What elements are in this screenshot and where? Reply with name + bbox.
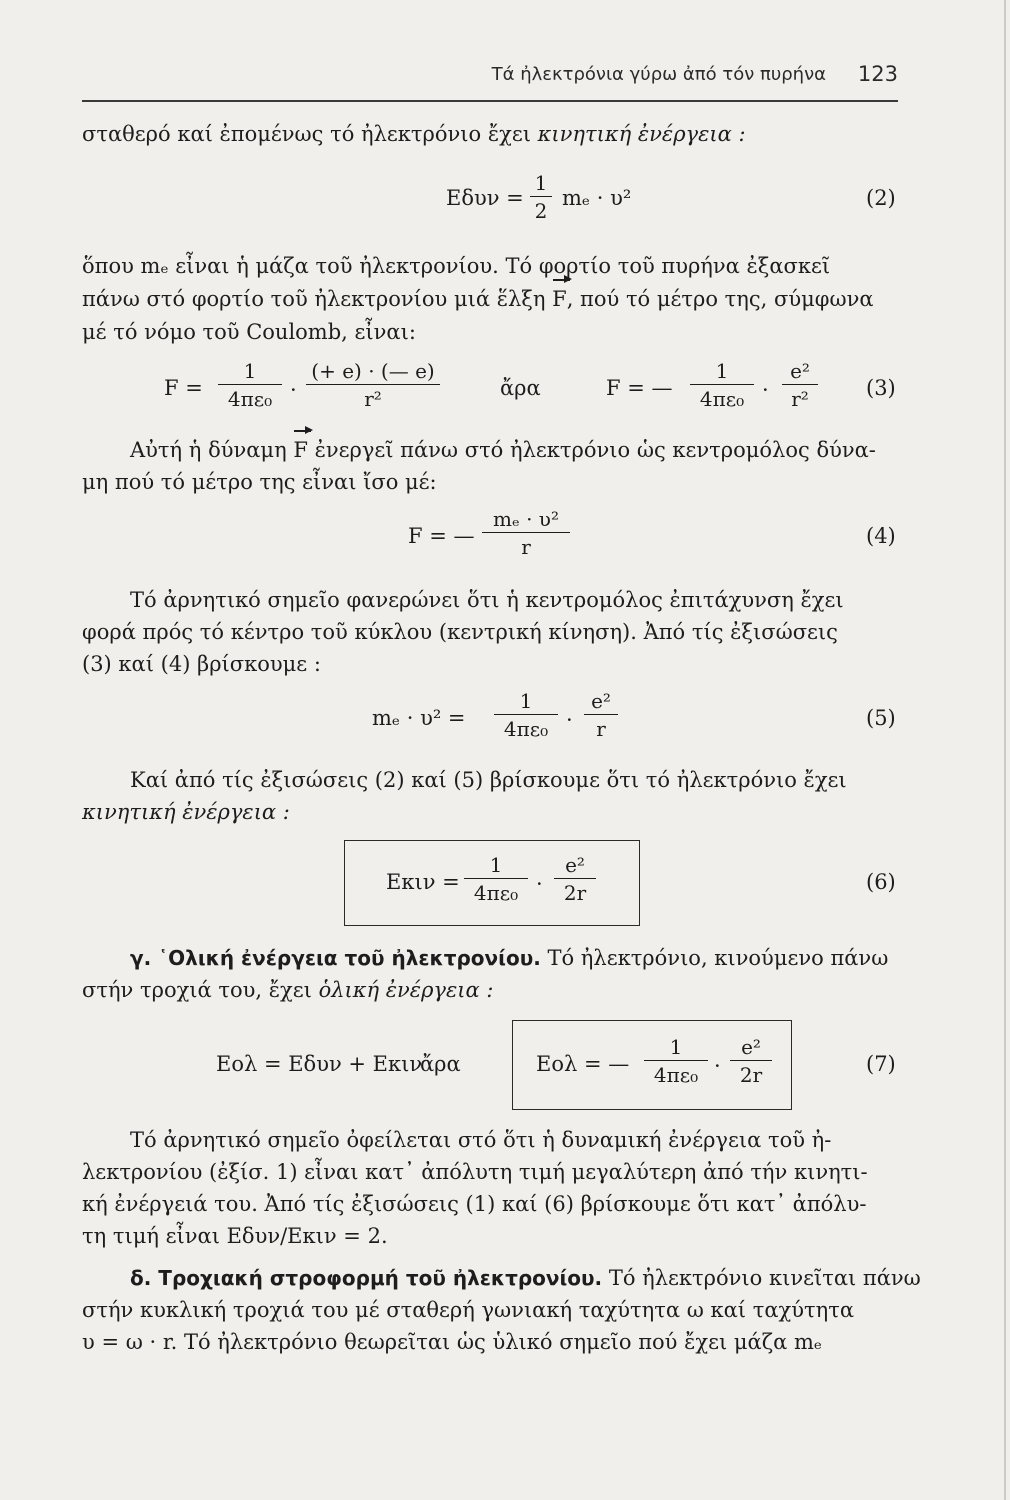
section-heading-delta: δ. Tροχιακή στροφορμή τοῦ ἠλεκτρονίου. bbox=[130, 1266, 603, 1290]
text-span: στήν τροχιά του, ἔχει bbox=[82, 978, 319, 1002]
eq3-f1-den: 4πε₀ bbox=[227, 387, 273, 411]
eq2-den: 2 bbox=[534, 199, 548, 223]
eq3-f4-num: e² bbox=[782, 360, 818, 385]
text-span: Aὐτή ἡ δύναμη bbox=[130, 438, 294, 462]
eq4-fraction bbox=[482, 508, 570, 558]
eq3-fraction-3 bbox=[690, 360, 754, 410]
eq4-num: mₑ · υ² bbox=[482, 508, 570, 533]
text-span: πάνω στό φορτίο τοῦ ἠλεκτρονίου μιά ἕλξη bbox=[82, 287, 553, 311]
eq3-f3-den: 4πε₀ bbox=[699, 387, 745, 411]
eq3-f1-num: 1 bbox=[218, 360, 282, 385]
eq5-dot: · bbox=[566, 708, 573, 732]
text-line-6: μη πού τό μέτρο της εἶναι ἴσο μέ: bbox=[82, 470, 437, 494]
eq3-f4-den: r² bbox=[791, 387, 809, 411]
italic-term: ὁλική ἐνέργεια : bbox=[318, 978, 494, 1002]
eq3-lhs: F = bbox=[164, 376, 203, 400]
eq3-lhs-2: F = — bbox=[606, 376, 673, 400]
section-heading-gamma: γ. ῾Oλική ἐνέργεια τοῦ ἠλεκτρονίου. bbox=[130, 946, 541, 970]
text-line-7: Tό ἀρνητικό σημεῖο φανερώνει ὅτι ἡ κεντρομόλος ἐπιτάχυνση ἔχει bbox=[130, 588, 844, 612]
italic-term: κινητική ἐνέργεια : bbox=[537, 122, 746, 146]
running-header bbox=[82, 62, 898, 96]
text-span: , πού τό μέτρο της, σύμφωνα bbox=[566, 287, 874, 311]
text-line-18 bbox=[130, 1262, 921, 1294]
text-span: ἐνεργεῖ πάνω στό ἠλεκτρόνιο ὡς κεντρομόλος δύνα- bbox=[307, 438, 876, 462]
eq3-f3-num: 1 bbox=[690, 360, 754, 385]
eq7-f2-den: 2r bbox=[739, 1063, 763, 1087]
eq7-fraction-1 bbox=[644, 1036, 708, 1086]
eq3-f2-num: (+ e) · (— e) bbox=[306, 360, 440, 385]
eq6-fraction-2 bbox=[554, 854, 596, 904]
eq6-f1-num: 1 bbox=[464, 854, 528, 879]
text-line-10: Kαί ἀπό τίς ἐξισώσεις (2) καί (5) βρίσκουμε ὅτι τό ἠλεκτρόνιο ἔχει bbox=[130, 768, 847, 792]
eq3-ara: ἄρα bbox=[500, 376, 541, 400]
page-number: 123 bbox=[857, 62, 898, 86]
eq4-label: (4) bbox=[866, 524, 896, 548]
eq6-f2-num: e² bbox=[554, 854, 596, 879]
eq7-lhs: Eολ = Eδυν + Eκιν bbox=[216, 1052, 423, 1076]
text-line-11: κινητική ἐνέργεια : bbox=[82, 800, 290, 824]
eq7-lhs-2: Eολ = — bbox=[536, 1052, 630, 1076]
eq5-lhs: mₑ · υ² = bbox=[372, 706, 466, 730]
eq6-f1-den: 4πε₀ bbox=[473, 881, 519, 905]
eq7-f2-num: e² bbox=[730, 1036, 772, 1061]
force-vector: F bbox=[293, 434, 308, 466]
eq5-f2-den: r bbox=[596, 717, 606, 741]
page-edge bbox=[1004, 0, 1006, 1500]
text-line-13 bbox=[82, 974, 902, 1006]
eq6-lhs: Eκιν = bbox=[386, 870, 460, 894]
eq3-fraction-4 bbox=[782, 360, 818, 410]
eq3-f2-den: r² bbox=[364, 387, 382, 411]
eq6-label: (6) bbox=[866, 870, 896, 894]
eq4-den: r bbox=[521, 535, 531, 559]
eq2-rest: mₑ · υ² bbox=[562, 186, 632, 210]
text-line-19: στήν κυκλική τροχιά του μέ σταθερή γωνιακή ταχύτητα ω καί ταχύτητα bbox=[82, 1298, 855, 1322]
eq7-ara: ἄρα bbox=[420, 1052, 461, 1076]
eq5-fraction-2 bbox=[584, 690, 618, 740]
text-line-4: μέ τό νόμο τοῦ Coulomb, εἶναι: bbox=[82, 320, 416, 344]
eq5-label: (5) bbox=[866, 706, 896, 730]
text-line-17: τη τιμή εἶναι Eδυν/Eκιν = 2. bbox=[82, 1224, 388, 1248]
eq5-f1-num: 1 bbox=[494, 690, 558, 715]
eq3-dot-2: · bbox=[762, 378, 769, 402]
text-line-5 bbox=[130, 434, 900, 466]
eq6-fraction-1 bbox=[464, 854, 528, 904]
header-title: Tά ἠλεκτρόνια γύρω ἀπό τόν πυρήνα bbox=[491, 64, 826, 85]
header-rule bbox=[82, 100, 898, 102]
eq7-label: (7) bbox=[866, 1052, 896, 1076]
eq3-fraction-1 bbox=[218, 360, 282, 410]
eq7-dot: · bbox=[714, 1054, 721, 1078]
eq7-fraction-2 bbox=[730, 1036, 772, 1086]
eq5-f1-den: 4πε₀ bbox=[503, 717, 549, 741]
eq6-f2-den: 2r bbox=[563, 881, 587, 905]
eq5-f2-num: e² bbox=[584, 690, 618, 715]
eq3-label: (3) bbox=[866, 376, 896, 400]
eq2-num: 1 bbox=[530, 172, 552, 197]
text-line-1 bbox=[82, 118, 902, 150]
text-line-3 bbox=[82, 283, 902, 315]
eq2-fraction bbox=[530, 172, 552, 222]
eq7-f1-num: 1 bbox=[644, 1036, 708, 1061]
eq6-dot: · bbox=[536, 872, 543, 896]
text-line-12 bbox=[130, 942, 900, 974]
force-vector: F bbox=[552, 283, 567, 315]
text-line-9: (3) καί (4) βρίσκουμε : bbox=[82, 652, 321, 676]
text-line-2: ὅπου mₑ εἶναι ἡ μάζα τοῦ ἠλεκτρονίου. Tό φορτίο τοῦ πυρήνα ἐξασκεῖ bbox=[82, 254, 831, 278]
text-line-20: υ = ω · r. Tό ἠλεκτρόνιο θεωρεῖται ὡς ὑλικό σημεῖο πού ἔχει μάζα mₑ bbox=[82, 1330, 822, 1354]
text-line-16: κή ἐνέργειά του. Ἀπό τίς ἐξισώσεις (1) καί (6) βρίσκουμε ὅτι κατ᾽ ἀπόλυ- bbox=[82, 1192, 867, 1216]
text-span: Tό ἠλεκτρόνιο, κινούμενο πάνω bbox=[540, 946, 889, 970]
eq2-label: (2) bbox=[866, 186, 896, 210]
text-line-15: λεκτρονίου (ἐξίσ. 1) εἶναι κατ᾽ ἀπόλυτη τιμή μεγαλύτερη ἀπό τήν κινητι- bbox=[82, 1160, 868, 1184]
eq3-dot-1: · bbox=[290, 378, 297, 402]
eq2-lhs: Eδυν = bbox=[446, 186, 524, 210]
text-line-8: φορά πρός τό κέντρο τοῦ κύκλου (κεντρική κίνηση). Ἀπό τίς ἐξισώσεις bbox=[82, 620, 838, 644]
eq5-fraction-1 bbox=[494, 690, 558, 740]
eq4-lhs: F = — bbox=[408, 524, 475, 548]
text-span: Tό ἠλεκτρόνιο κινεῖται πάνω bbox=[602, 1266, 921, 1290]
text-line-14: Tό ἀρνητικό σημεῖο ὀφείλεται στό ὅτι ἡ δυναμική ἐνέργεια τοῦ ἠ- bbox=[130, 1128, 832, 1152]
text-span: σταθερό καί ἐπομένως τό ἠλεκτρόνιο ἔχει bbox=[82, 122, 538, 146]
eq7-f1-den: 4πε₀ bbox=[653, 1063, 699, 1087]
eq3-fraction-2 bbox=[306, 360, 440, 410]
